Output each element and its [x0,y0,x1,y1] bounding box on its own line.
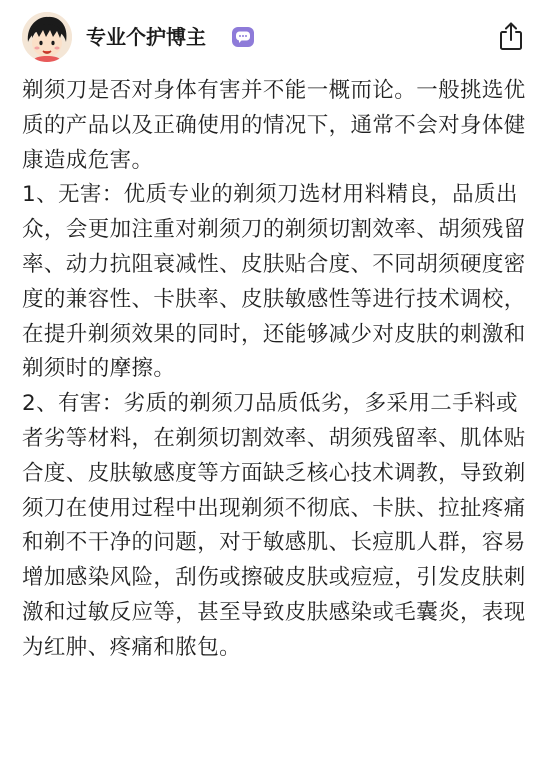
post-paragraph-harmless: 1、无害：优质专业的剃须刀选材用料精良，品质出众，会更加注重对剃须刀的剃须切割效率、胡须残留率、动力抗阻衰减性、皮肤贴合度、不同胡须硬度密度的兼容性、卡肤率、皮肤敏感性等进行技术调校，在提升剃须效果的同时，还能够减少对皮肤的刺激和剃须时的摩擦。 [22,182,526,382]
post-paragraph-harmful: 2、有害：劣质的剃须刀品质低劣，多采用二手料或者劣等材料，在剃须切割效率、胡须残留率、肌体贴合度、皮肤敏感度等方面缺乏核心技术调教，导致剃须刀在使用过程中出现剃须不彻底、卡肤、拉扯疼痛和剃不干净的问题，对于敏感肌、长痘肌人群，容易增加感染风险，刮伤或擦破皮肤或痘痘，引发皮肤刺激和过敏反应等，甚至导致皮肤感染或毛囊炎，表现为红肿、疼痛和脓包。 [22,391,526,660]
post-header [0,0,554,78]
share-button[interactable] [493,18,529,54]
post-paragraph-intro: 剃须刀是否对身体有害并不能一概而论。一般挑选优质的产品以及正确使用的情况下，通常不会对身体健康造成危害。 [22,78,526,173]
chat-bubble-badge-icon [232,27,254,47]
author-name[interactable]: 专业个护博主 [86,25,206,49]
cartoon-girl-avatar-icon [22,12,72,62]
author-avatar[interactable] [22,12,72,62]
share-upload-icon [498,21,524,51]
post-body [22,74,534,666]
